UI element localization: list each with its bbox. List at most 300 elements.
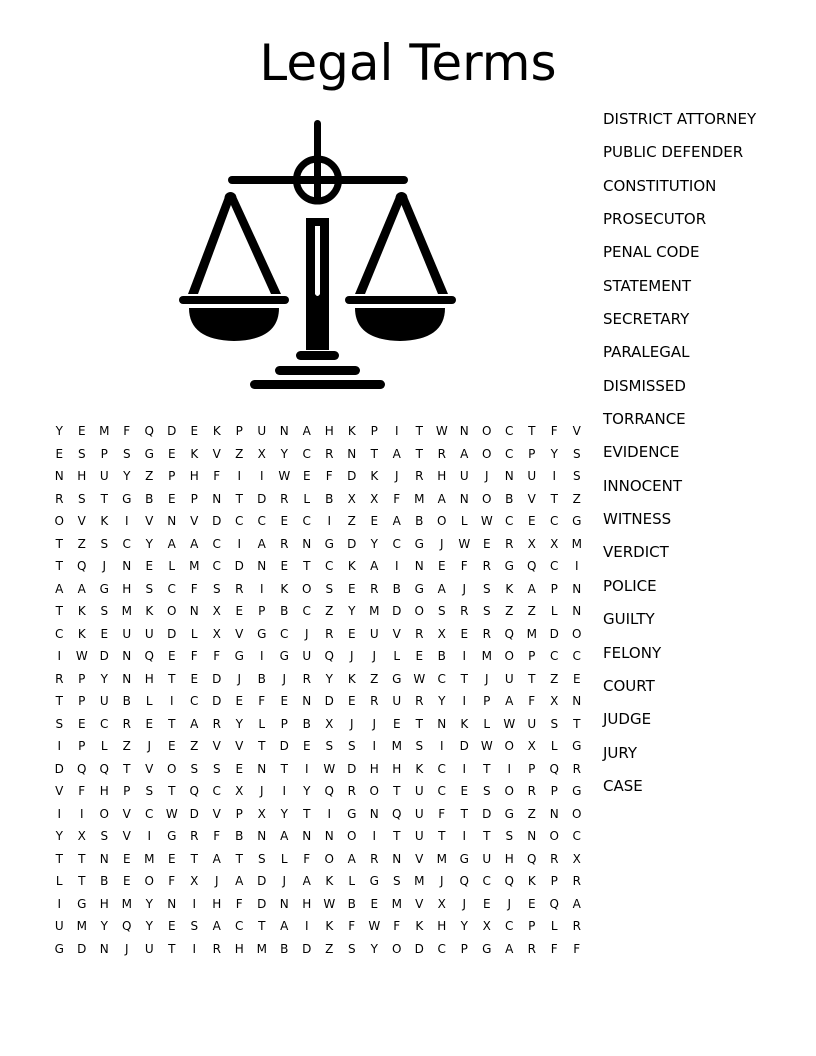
grid-letter: Z [527,806,536,821]
grid-letter: C [212,784,221,798]
grid-letter: Z [347,514,356,528]
grid-letter: P [370,424,378,438]
grid-letter: L [348,874,356,888]
grid-letter: C [572,829,581,843]
grid-letter: Y [145,896,153,911]
grid-letter: Q [324,649,334,663]
grid-letter: R [370,851,379,866]
grid-letter: K [460,716,469,731]
grid-letter: N [369,806,379,821]
grid-letter: T [55,851,63,866]
word-item: INNOCENT [603,476,683,495]
grid-letter: N [302,536,312,551]
grid-letter: M [481,649,492,663]
grid-letter: O [504,784,514,798]
grid-letter: S [482,784,491,798]
grid-letter: P [235,424,243,438]
grid-letter: W [480,739,493,753]
grid-letter: F [550,424,558,438]
grid-letter: E [167,739,176,753]
grid-letter: T [550,491,558,506]
grid-letter: M [99,424,110,438]
grid-letter: N [527,829,537,843]
grid-letter: W [458,536,471,551]
grid-letter: G [392,671,402,686]
grid-letter: C [257,514,266,528]
grid-letter: S [190,919,199,933]
grid-letter: N [302,694,312,708]
grid-letter: I [192,896,197,911]
grid-letter: J [237,671,242,686]
grid-letter: B [505,491,514,506]
grid-letter: H [144,671,154,686]
grid-letter: I [462,761,467,776]
grid-letter: Z [527,604,536,618]
grid-letter: Q [504,874,514,888]
grid-letter: E [415,649,424,663]
grid-letter: X [257,446,266,461]
grid-letter: K [325,919,334,933]
grid-letter: H [122,581,132,596]
grid-letter: Y [55,829,63,843]
grid-letter: R [235,581,244,596]
grid-letter: H [99,784,109,798]
grid-letter: A [280,829,289,843]
grid-letter: L [483,716,491,731]
grid-letter: R [370,581,379,596]
grid-letter: S [145,581,154,596]
grid-letter: I [327,806,332,821]
grid-letter: E [190,671,199,686]
grid-letter: P [100,446,108,461]
grid-letter: E [235,761,244,776]
grid-letter: P [528,919,536,933]
grid-letter: H [392,761,402,776]
grid-letter: T [235,851,243,866]
grid-letter: T [168,716,176,731]
grid-letter: X [482,919,491,933]
grid-letter: H [234,941,244,956]
grid-letter: O [549,829,559,843]
grid-letter: O [54,514,64,528]
grid-letter: E [77,424,86,438]
grid-letter: I [57,739,62,753]
grid-letter: D [302,941,312,956]
grid-letter: B [257,671,266,686]
grid-letter: I [259,469,264,483]
grid-letter: N [437,716,447,731]
grid-letter: E [392,716,401,731]
grid-letter: F [190,581,198,596]
grid-letter: U [504,671,514,686]
grid-letter: S [325,739,334,753]
grid-letter: L [550,604,558,618]
grid-letter: E [437,559,446,573]
grid-letter: O [369,784,379,798]
grid-letter: O [347,829,357,843]
grid-letter: L [168,559,176,573]
grid-letter: K [145,604,154,618]
grid-letter: G [347,806,357,821]
grid-letter: E [347,694,356,708]
grid-letter: J [394,469,399,483]
word-item: JUDGE [603,710,652,729]
grid-letter: N [459,491,469,506]
grid-letter: P [528,761,536,776]
grid-letter: E [280,514,289,528]
grid-letter: T [460,671,468,686]
grid-letter: B [347,896,356,911]
grid-letter: O [414,604,424,618]
grid-letter: J [462,581,467,596]
grid-letter: T [123,761,131,776]
grid-letter: U [482,851,492,866]
grid-letter: T [168,784,176,798]
word-item: WITNESS [603,510,672,529]
grid-letter: S [55,716,64,731]
grid-letter: R [572,919,581,933]
grid-letter: Q [144,424,154,438]
grid-letter: X [325,716,334,731]
grid-letter: C [392,536,401,551]
grid-letter: D [392,604,402,618]
grid-letter: O [392,941,402,956]
grid-letter: N [279,424,289,438]
grid-letter: J [439,536,444,551]
grid-letter: S [100,604,109,618]
grid-letter: R [415,626,424,641]
grid-letter: T [78,874,86,888]
grid-letter: B [122,694,131,708]
grid-letter: P [123,784,131,798]
grid-letter: I [327,514,332,528]
grid-letter: P [483,694,491,708]
grid-letter: G [167,829,177,843]
grid-letter: J [282,671,287,686]
grid-letter: A [370,559,379,573]
grid-letter: K [347,424,356,438]
grid-letter: N [572,581,582,596]
grid-letter: F [213,649,221,663]
grid-letter: M [189,559,200,573]
grid-letter: C [167,581,176,596]
grid-letter: S [100,536,109,551]
grid-letter: E [347,581,356,596]
grid-letter: C [190,694,199,708]
grid-letter: C [212,559,221,573]
grid-letter: J [507,896,512,911]
grid-letter: R [347,784,356,798]
grid-letter: I [462,829,467,843]
grid-letter: C [145,806,154,821]
grid-letter: M [391,896,402,911]
grid-letter: T [415,424,423,438]
grid-letter: Q [122,919,132,933]
grid-letter: H [369,761,379,776]
grid-letter: K [347,671,356,686]
grid-letter: J [102,559,107,573]
grid-letter: O [482,491,492,506]
grid-letter: Q [324,784,334,798]
word-item: CONSTITUTION [603,176,717,195]
grid-letter: U [459,469,469,483]
grid-letter: J [147,739,152,753]
grid-letter: X [370,491,379,506]
grid-letter: X [550,536,559,551]
grid-letter: Q [549,896,559,911]
grid-letter: P [258,604,266,618]
grid-letter: T [415,446,423,461]
grid-letter: G [54,941,64,956]
grid-letter: V [212,806,221,821]
word-item: GUILTY [603,610,655,629]
grid-letter: P [460,941,468,956]
grid-letter: E [235,604,244,618]
grid-letter: S [482,581,491,596]
grid-letter: F [190,649,198,663]
grid-letter: G [414,536,424,551]
grid-letter: K [505,581,514,596]
grid-letter: P [528,446,536,461]
grid-letter: T [168,941,176,956]
grid-letter: Z [190,739,199,753]
word-item: VERDICT [603,543,669,562]
grid-letter: W [323,761,336,776]
grid-letter: H [189,469,199,483]
grid-letter: D [234,559,244,573]
grid-letter: E [527,514,536,528]
grid-letter: T [55,604,63,618]
word-item: PROSECUTOR [603,210,707,229]
grid-letter: Z [505,604,514,618]
grid-letter: N [414,559,424,573]
grid-letter: A [347,851,356,866]
grid-letter: S [212,761,221,776]
grid-letter: N [459,424,469,438]
grid-letter: P [78,739,86,753]
grid-letter: M [121,896,132,911]
grid-letter: W [413,671,426,686]
grid-letter: Y [100,919,108,933]
grid-letter: K [77,626,86,641]
grid-letter: D [257,491,267,506]
grid-letter: Y [325,671,333,686]
grid-letter: O [504,649,514,663]
grid-letter: A [257,536,266,551]
grid-letter: G [572,739,582,753]
grid-letter: W [323,896,336,911]
grid-letter: F [258,694,266,708]
grid-letter: R [212,941,221,956]
grid-letter: F [348,919,356,933]
grid-letter: D [167,626,177,641]
grid-letter: B [280,941,289,956]
grid-letter: Q [459,874,469,888]
grid-letter: Y [280,806,288,821]
grid-letter: S [212,581,221,596]
grid-letter: C [437,941,446,956]
grid-letter: F [123,424,131,438]
grid-letter: D [347,469,357,483]
grid-letter: S [325,581,334,596]
grid-letter: Z [572,491,581,506]
grid-letter: C [572,649,581,663]
grid-letter: T [528,424,536,438]
grid-letter: F [78,784,86,798]
grid-letter: V [572,424,581,438]
grid-letter: U [392,694,402,708]
grid-letter: N [122,671,132,686]
grid-letter: M [414,874,425,888]
grid-letter: Y [145,919,153,933]
grid-letter: G [504,559,514,573]
word-item: DISTRICT ATTORNEY [603,110,757,128]
grid-letter: T [303,806,311,821]
grid-letter: P [550,874,558,888]
grid-letter: C [550,514,559,528]
grid-letter: I [507,761,512,776]
word-item: CASE [603,776,643,795]
grid-letter: T [483,829,491,843]
grid-letter: O [482,446,492,461]
grid-letter: I [372,739,377,753]
grid-letter: X [347,491,356,506]
word-item: PARALEGAL [603,343,690,362]
grid-letter: V [122,829,131,843]
grid-letter: S [482,604,491,618]
grid-letter: N [167,514,177,528]
grid-letter: U [414,784,424,798]
word-item: FELONY [603,643,662,662]
grid-letter: I [237,536,242,551]
grid-letter: K [415,761,424,776]
grid-letter: G [257,626,267,641]
grid-letter: A [392,514,401,528]
grid-letter: Z [325,604,334,618]
grid-letter: E [460,626,469,641]
grid-letter: E [122,874,131,888]
grid-letter: T [393,784,401,798]
grid-letter: O [482,424,492,438]
grid-letter: R [415,694,424,708]
grid-letter: O [167,604,177,618]
grid-letter: M [121,604,132,618]
grid-letter: Y [550,446,558,461]
grid-letter: D [212,514,222,528]
grid-letter: R [55,491,64,506]
grid-letter: U [54,919,64,933]
grid-letter: N [122,559,132,573]
grid-letter: C [482,874,491,888]
grid-letter: Y [438,694,446,708]
grid-letter: C [437,784,446,798]
grid-letter: D [257,874,267,888]
grid-letter: O [302,581,312,596]
grid-letter: W [480,514,493,528]
grid-letter: E [167,491,176,506]
word-item: POLICE [603,576,657,595]
grid-letter: T [168,671,176,686]
grid-letter: O [572,806,582,821]
grid-letter: L [190,626,198,641]
grid-letter: D [482,806,492,821]
grid-letter: Y [55,424,63,438]
grid-letter: J [124,941,129,956]
grid-letter: L [55,874,63,888]
grid-letter: A [212,919,221,933]
grid-letter: G [99,581,109,596]
grid-letter: T [190,851,198,866]
grid-letter: B [437,649,446,663]
grid-letter: T [303,559,311,573]
grid-letter: R [437,446,446,461]
grid-letter: K [100,514,109,528]
grid-letter: I [282,784,287,798]
grid-letter: Q [189,784,199,798]
grid-letter: L [100,739,108,753]
grid-letter: C [505,424,514,438]
grid-letter: Q [99,761,109,776]
grid-letter: X [527,739,536,753]
grid-letter: N [99,941,109,956]
grid-letter: D [167,424,177,438]
grid-letter: S [122,446,131,461]
grid-letter: G [572,784,582,798]
grid-letter: E [167,446,176,461]
grid-letter: C [100,716,109,731]
grid-letter: P [280,716,288,731]
grid-letter: C [550,559,559,573]
grid-letter: A [280,919,289,933]
grid-letter: C [302,604,311,618]
grid-letter: J [372,649,377,663]
grid-letter: Q [549,761,559,776]
grid-letter: O [144,874,154,888]
grid-letter: R [415,469,424,483]
grid-letter: I [259,581,264,596]
grid-letter: X [437,896,446,911]
grid-letter: W [278,469,291,483]
grid-letter: J [484,671,489,686]
grid-letter: E [167,851,176,866]
grid-letter: F [573,941,581,956]
grid-letter: G [369,874,379,888]
grid-letter: J [304,626,309,641]
grid-letter: S [505,829,514,843]
grid-letter: N [212,491,222,506]
grid-letter: G [77,896,87,911]
grid-letter: J [484,469,489,483]
grid-letter: X [257,806,266,821]
grid-letter: N [54,469,64,483]
grid-letter: N [504,469,514,483]
word-item: PUBLIC DEFENDER [603,143,744,162]
grid-letter: I [57,649,62,663]
grid-letter: E [482,896,491,911]
grid-letter: A [167,536,176,551]
grid-letter: O [99,806,109,821]
grid-letter: E [77,716,86,731]
grid-letter: P [78,671,86,686]
grid-letter: G [504,806,514,821]
grid-letter: K [325,874,334,888]
grid-letter: N [302,829,312,843]
grid-letter: G [482,941,492,956]
word-item: TORRANCE [603,410,686,429]
grid-letter: A [505,694,514,708]
grid-letter: A [437,581,446,596]
grid-letter: S [550,716,559,731]
